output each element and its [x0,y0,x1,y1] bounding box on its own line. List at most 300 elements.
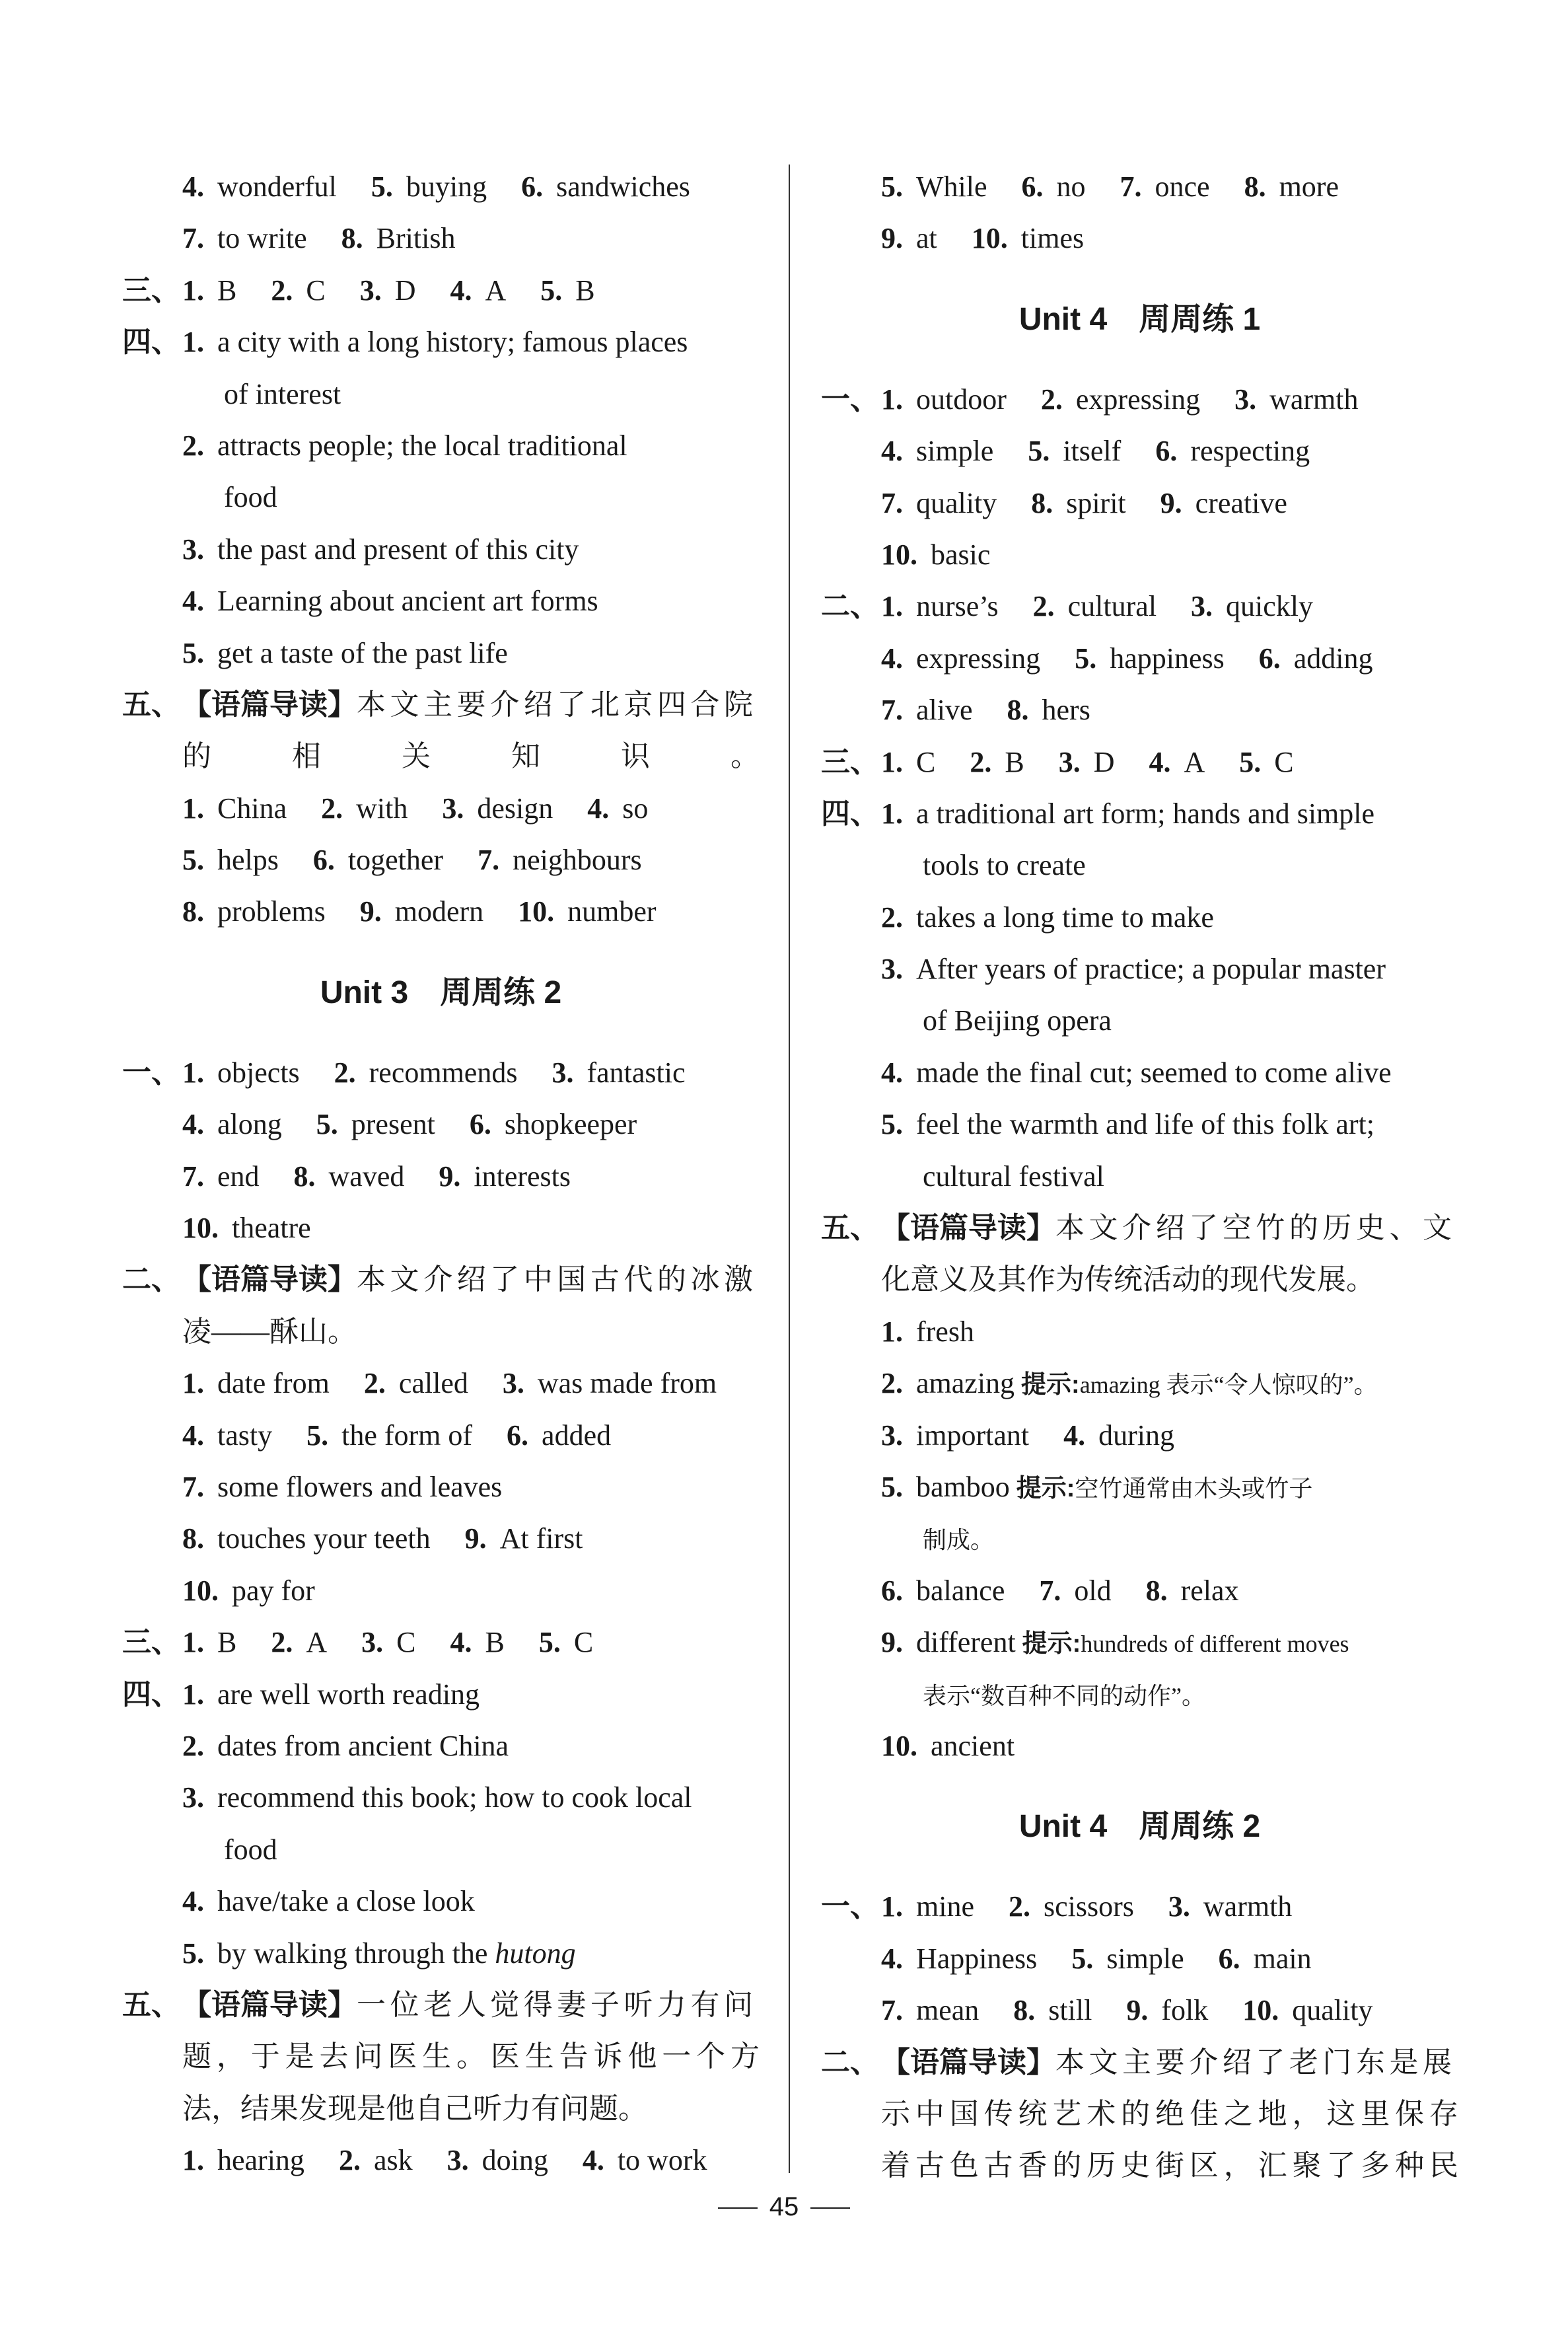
answer-text: A [306,1626,328,1659]
answer-item [1063,1410,1174,1461]
answer-item [450,1617,505,1668]
answer-text: shopkeeper [504,1108,637,1141]
answer-text: B [217,274,237,307]
answer-item [182,524,579,575]
answer-number: 3. [182,1781,204,1814]
answer-number: 7. [478,844,500,877]
answer-text: made the final cut; seemed to come alive [916,1056,1392,1089]
answer-line [821,1254,1458,1306]
question-section-number: 五、 [122,1988,180,2021]
answer-line [122,783,760,834]
answer-number: 4. [450,274,472,307]
answer-text: have/take a close look [217,1885,475,1918]
answer-text: A [485,274,507,307]
answer-text: the form of [341,1419,473,1452]
answer-item [182,1047,300,1099]
answer-text: quality [1292,1994,1373,2027]
answer-item [1146,1565,1239,1617]
answer-text: While [916,170,987,203]
answer-item [182,1669,480,1720]
answer-line [122,316,760,368]
answer-number: 2. [182,429,204,462]
answer-item [881,1617,1349,1670]
answer-line [821,1933,1458,1985]
answer-item [294,1151,405,1202]
answer-number: 1. [881,590,903,623]
answer-number: 9. [881,222,903,255]
answer-line [821,478,1458,529]
answer-text: buying [406,170,487,203]
answer-text: wonderful [217,170,337,203]
answer-line [821,1720,1458,1772]
answer-number: 7. [881,1994,903,2027]
answer-number: 3. [359,274,382,307]
answer-text: itself [1063,435,1122,468]
answer-number: 5. [1071,1942,1094,1975]
answer-item [503,1358,717,1409]
answer-text: old [1074,1574,1112,1607]
answer-number: 8. [1244,170,1266,203]
answer-item [881,529,990,581]
answer-line [821,2088,1458,2140]
answer-item [182,628,508,679]
answer-item [1033,581,1157,632]
answer-number: 3. [1168,1890,1190,1923]
answer-line [122,265,760,316]
answer-text: mean [916,1994,980,2027]
answer-number: 3. [1058,745,1081,778]
answer-number: 4. [582,2144,604,2177]
answer-number: 1. [182,1367,204,1400]
answer-number: 10. [971,222,1008,255]
answer-item [321,783,408,834]
answer-number: 2. [970,745,992,778]
answer-line [821,1410,1458,1461]
answer-text: hearing [217,2144,304,2177]
answer-text: the past and present of this city [217,533,579,566]
continuation-text: 法，结果发现是他自己听力有问题。 [182,2092,647,2125]
answer-item [1039,1565,1111,1617]
reading-guide-text: 本文介绍了空竹的历史、文 [1055,1212,1452,1245]
answer-text: C [916,745,936,778]
answer-item [881,633,1040,684]
footer-dash-right [810,2207,850,2209]
answer-number: 3. [446,2144,469,2177]
answer-number: 2. [271,1626,293,1659]
answer-line [821,1565,1458,1617]
answer-line [122,161,760,213]
answer-text: objects [217,1056,300,1089]
answer-number: 4. [1063,1419,1086,1452]
answer-text-italic: hutong [495,1937,576,1970]
question-section-number: 一、 [122,1056,180,1089]
answer-line [821,1669,1458,1720]
answer-item [1075,633,1225,684]
answer-item [447,2135,548,2186]
answer-number: 8. [1031,486,1053,519]
answer-item [881,478,997,529]
answer-item [313,834,443,886]
answer-item [1244,161,1339,213]
answer-number: 7. [182,1160,204,1193]
answer-item [881,943,1386,995]
answer-line [122,1306,760,1358]
answer-number: 10. [518,895,555,928]
answer-text: Happiness [916,1942,1038,1975]
answer-text: alive [916,694,973,727]
answer-number: 8. [182,1522,204,1555]
continuation-text: of Beijing opera [923,1004,1112,1037]
column-divider [789,165,790,2173]
hint-text: 制成。 [923,1527,995,1554]
continuation-text: food [224,1833,277,1866]
answer-line [821,161,1458,213]
answer-number: 6. [469,1108,491,1141]
reading-guide-text: 本文主要介绍了北京四合院 [357,688,753,721]
answer-item [450,265,507,316]
answer-item [881,1933,1037,1985]
answer-item [442,783,553,834]
answer-number: 4. [182,585,204,618]
answer-number: 9. [1160,486,1182,519]
answer-text: a traditional art form; hands and simple [916,797,1375,830]
continuation-text: 着古色古香的历史街区，汇聚了多种民 [881,2149,1458,2182]
answer-number: 5. [306,1419,329,1452]
answer-text: folk [1161,1994,1209,2027]
answer-line [122,731,760,782]
answer-number: 5. [881,1108,903,1141]
answer-item [182,1565,315,1617]
answer-line [122,1617,760,1668]
answer-line [122,1151,760,1202]
answer-line [821,529,1458,581]
answer-item [881,581,999,632]
answer-item [182,1928,576,1979]
answer-text: feel the warmth and life of this folk art; [916,1108,1374,1141]
answer-text: nurse’s [916,590,999,623]
answer-number: 5. [1075,642,1097,675]
answer-number: 6. [1021,170,1044,203]
answer-text: C [1274,745,1294,778]
answer-text: C [396,1626,416,1659]
answer-number: 2. [881,1367,903,1400]
answer-text: dates from ancient China [217,1729,509,1762]
hint-label: 提示: [1016,1474,1075,1502]
answer-number: 2. [1032,590,1055,623]
answer-text: D [1093,745,1115,778]
answer-item [361,1617,415,1668]
answer-number: 1. [881,383,903,416]
answer-number: 3. [1234,383,1257,416]
answer-text: A [1184,745,1205,778]
answer-number: 5. [182,844,204,877]
answer-text: important [916,1419,1030,1452]
answer-item [182,1720,509,1772]
answer-text: takes a long time to make [916,901,1214,934]
answer-line [821,2140,1458,2192]
continuation-text: food [224,481,277,514]
answer-text: C [573,1626,594,1659]
answer-text: creative [1195,486,1287,519]
question-section-number: 二、 [821,590,879,623]
answer-line [821,1461,1458,1513]
answer-item [465,1513,583,1565]
answer-item [972,213,1084,264]
answer-line [122,886,760,938]
answer-item [182,1876,475,1927]
answer-text: times [1020,222,1085,255]
answer-number: 4. [881,1942,903,1975]
answer-line [821,2037,1458,2088]
answer-number: 1. [182,792,204,825]
answer-number: 7. [881,486,903,519]
answer-number: 3. [881,1419,903,1452]
answer-item [1239,737,1293,788]
answer-number: 2. [182,1729,204,1762]
question-section-number: 一、 [821,383,879,416]
answer-line [122,1410,760,1461]
answer-line [122,2083,760,2135]
answer-text: pay for [232,1574,315,1607]
answer-text: problems [217,895,326,928]
answer-text: tasty [217,1419,273,1452]
answer-text: spirit [1066,486,1126,519]
answer-number: 8. [1013,1994,1036,2027]
answer-item [182,783,287,834]
answer-item [881,1099,1374,1150]
answer-item [470,1099,637,1150]
answer-number: 7. [1039,1574,1061,1607]
continuation-text: cultural festival [923,1160,1104,1193]
answer-item [306,1410,472,1461]
answer-number: 5. [1028,435,1050,468]
answer-text: After years of practice; a popular master [916,953,1386,986]
answer-item [271,1617,327,1668]
answer-number: 7. [182,1470,204,1503]
answer-number: 2. [271,274,293,307]
answer-text: neighbours [513,844,642,877]
answer-number: 3. [552,1056,574,1089]
answer-text: at [916,222,937,255]
answer-line [122,628,760,679]
answer-line [122,1565,760,1617]
answer-item [881,892,1214,943]
answer-line [821,840,1458,891]
answer-line [821,1985,1458,2036]
answer-text: recommend this book; how to cook local [217,1781,692,1814]
answer-text: scissors [1043,1890,1134,1923]
page-number: 45 [769,2192,799,2221]
answer-number: 2. [1040,383,1063,416]
section-heading: Unit 4 周周练 2 [1018,1809,1261,1845]
answer-number: 6. [1218,1942,1240,1975]
answer-number: 4. [450,1626,472,1659]
answer-line [821,1358,1458,1409]
answer-text: B [575,274,595,307]
answer-text: theatre [232,1212,311,1245]
answer-text: touches your teeth [217,1522,431,1555]
answer-number: 4. [881,1056,903,1089]
answer-number: 2. [881,901,903,934]
answer-number: 10. [881,538,917,571]
reading-guide-text: 一位老人觉得妻子听力有问 [357,1988,753,2021]
question-section-number: 三、 [122,1626,180,1659]
answer-line [821,892,1458,943]
answer-line [122,1202,760,1254]
answer-text: was made from [537,1367,717,1400]
answer-number: 4. [182,1885,204,1918]
answer-text: bamboo [916,1470,1010,1503]
question-section-number: 五、 [122,688,180,721]
answer-line [122,1358,760,1409]
answer-text: relax [1180,1574,1239,1607]
answer-text: ancient [931,1729,1015,1762]
answer-item [1168,1881,1292,1933]
reading-guide-tag: 【语篇导读】 [182,1988,357,2021]
answer-line [122,213,760,264]
answer-number: 1. [881,1890,903,1923]
hint-text: hundreds of different moves [1081,1631,1349,1658]
answer-item [881,425,993,477]
answer-text: get a taste of the past life [217,636,508,669]
answer-number: 9. [359,895,382,928]
answer-text: ask [373,2144,413,2177]
answer-item [1031,478,1125,529]
answer-text: D [394,274,416,307]
continuation-text: tools to create [923,849,1086,882]
answer-number: 1. [881,797,903,830]
answer-number: 3. [881,953,903,986]
answer-item [316,1099,435,1150]
answer-number: 5. [182,1937,204,1970]
answer-text: simple [1106,1942,1184,1975]
answer-number: 4. [182,1108,204,1141]
answer-text: waved [328,1160,405,1193]
answer-item [1155,425,1310,477]
answer-item [360,265,416,316]
answer-item [182,1358,330,1409]
answer-item [439,1151,571,1202]
answer-item [182,1099,282,1150]
answer-item [182,1461,502,1513]
answer-number: 2. [1008,1890,1030,1923]
question-section-number: 二、 [122,1263,180,1296]
page-footer [0,2187,1568,2227]
answer-text: fresh [916,1315,974,1348]
answer-number: 5. [316,1108,338,1141]
answer-number: 2. [363,1367,386,1400]
answer-item [881,1047,1392,1099]
answer-number: 6. [881,1574,903,1607]
question-section-number: 四、 [122,1678,180,1711]
answer-line [122,472,760,523]
answer-item [1149,737,1205,788]
answer-item [182,1617,236,1668]
answer-item [881,374,1007,425]
answer-number: 6. [312,844,335,877]
answer-item [182,834,279,886]
answer-line [122,1099,760,1150]
answer-text: quality [916,486,997,519]
answer-line [821,1151,1458,1202]
answer-item [1041,374,1200,425]
answer-text: China [217,792,287,825]
answer-number: 3. [442,792,464,825]
answer-item [182,575,598,627]
answer-line [821,995,1458,1047]
answer-line [122,369,760,420]
answer-line [821,1306,1458,1358]
question-section-number: 五、 [821,1212,879,1245]
continuation-text: 题，于是去问医生。医生告诉他一个方 [182,2040,760,2073]
answer-item [1071,1933,1184,1985]
answer-text: cultural [1067,590,1157,623]
answer-number: 10. [182,1212,219,1245]
continuation-text: 凌——酥山。 [182,1315,357,1348]
answer-number: 9. [1126,1994,1149,2027]
answer-item [881,1881,974,1933]
answer-item [881,1720,1015,1772]
answer-line [122,1513,760,1565]
answer-text: called [398,1367,468,1400]
answer-text: helps [217,844,279,877]
answer-line [122,524,760,575]
answer-item [881,1306,974,1358]
answer-number: 6. [521,170,544,203]
answer-number: 9. [881,1626,903,1659]
answer-line [821,684,1458,736]
answer-number: 10. [881,1729,917,1762]
answer-item [539,1617,593,1668]
answer-item [881,737,935,788]
continuation-text: 示中国传统艺术的绝佳之地，这里保存 [881,2097,1458,2130]
answer-item [334,1047,518,1099]
answer-item [182,1151,260,1202]
answer-line [122,1876,760,1927]
answer-item [881,1358,1378,1411]
hint-text: amazing 表示“令人惊叹的”。 [1079,1372,1378,1399]
answer-number: 7. [182,222,204,255]
answer-number: 3. [361,1626,384,1659]
answer-item [271,265,325,316]
answer-number: 1. [182,2144,204,2177]
footer-dash-left [718,2207,758,2209]
answer-line [821,213,1458,264]
answer-number: 2. [334,1056,356,1089]
answer-text: adding [1293,642,1373,675]
answer-text: some flowers and leaves [217,1470,503,1503]
answer-number: 7. [1120,170,1142,203]
answer-text: during [1098,1419,1174,1452]
answer-item [881,1461,1312,1514]
answer-line [122,1254,760,1306]
question-section-number: 四、 [821,797,879,830]
answer-item [341,213,456,264]
hint-text: 空竹通常由木头或竹子 [1075,1475,1313,1502]
answer-item [339,2135,413,2186]
answer-item [182,161,337,213]
answer-number: 8. [1145,1574,1168,1607]
answer-number: 6. [1258,642,1281,675]
answer-line [122,420,760,472]
answer-text: doing [481,2144,548,2177]
answer-text: quickly [1226,590,1314,623]
answer-text: design [477,792,553,825]
answer-text: with [356,792,408,825]
answer-text: by walking through the [217,1937,495,1970]
answer-item [1219,1933,1312,1985]
answer-text: happiness [1110,642,1225,675]
